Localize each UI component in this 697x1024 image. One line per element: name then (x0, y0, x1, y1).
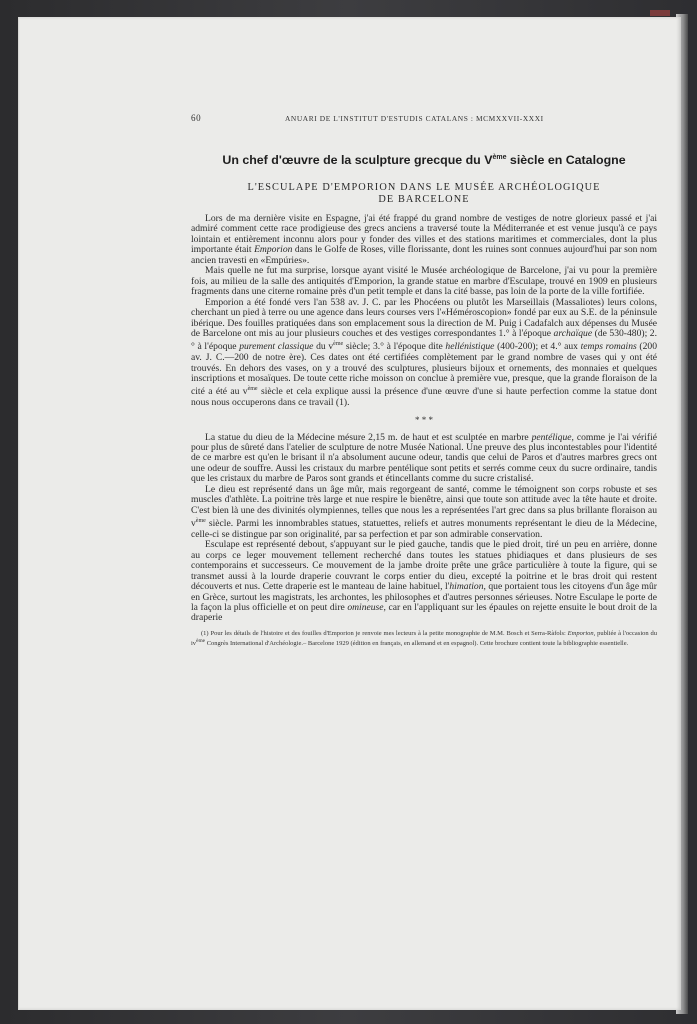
binding-mark (650, 10, 670, 16)
page-number: 60 (191, 113, 202, 123)
paragraph-3-italic-4: temps romains (580, 341, 637, 353)
paragraph-3-superscript-1: ème (333, 341, 344, 348)
paragraph-1-text-end: dans le Golfe de Roses, ville florissante, dont les ruines sont connues aujourd'hui par son nom ancien travesti en «Empúries». (191, 244, 657, 266)
paragraph-3 (191, 298, 657, 409)
paragraph-2: Mais quelle ne fut ma surprise, lorsque ayant visité le Musée archéologique de Barcelone, j'ai vu pour la première fois, au milieu de la salle des antiquités d'Emporion, la grande statue en marbre d'Esculape, trouvé en 1909 en plusieurs fragments dans une citerne romaine près d'un petit temple et dans la cité basse, pas loin de la porte de la ville fortifiée. (191, 265, 657, 298)
paragraph-3-text-g: siècle et cela explique aussi la présence d'une œuvre d'une si haute perfection comme la statue dont nous nous occuperons dans ce travail (1). (191, 386, 658, 409)
paragraph-4-text-a: La statue du dieu de la Médecine mésure 2,15 m. de haut et est sculptée en marbre (205, 431, 532, 443)
title-text-end: siècle en Catalogne (506, 153, 626, 167)
article-body (191, 214, 657, 624)
footnote-1 (191, 630, 657, 648)
article-title (191, 153, 657, 167)
footnote (191, 630, 657, 648)
book-page (18, 17, 681, 1010)
paragraph-4-italic: pentélique (531, 431, 572, 443)
paragraph-3-italic-1: archaïque (553, 327, 593, 339)
paragraph-3-text-d: siècle; 3.° à l'époque dite (343, 341, 446, 353)
page-content (191, 113, 657, 647)
paragraph-6-text-a: Esculape est représenté debout, s'appuyant sur le pied gauche, tandis que le pied droit, tiré un peu en arrière, donne au corps ce leger mouvement tellement recherché dans toutes les statues phidiaques et dans plusieurs de ses contemporains et successeurs. Ce mouvement de la jambe droite prête une grâce particulière à toute la figure, qui se transmet aussi à la lourde draperie couvrant le corps entier du dieu, excepté la poitrine et le bras droit qui restent découverts et nus. Cette draperie est le manteau de laine habituel, l' (191, 539, 657, 593)
paragraph-3-text-f: (200 av. J. C.—200 de notre ère). Ces dates ont été certifiées complètement par le grand nombre de vases qui y ont été trouvés. En dehors des vases, on y a trouvé des sculptures, plusieurs bijoux et ornements, des monnaies et quelques inscriptions et mosaïques. De toute cette riche moisson on conclue à première vue, presque, que la grande floraison de la cité a été au v (191, 341, 657, 398)
running-head (191, 113, 657, 125)
footnote-text-a: (1) Pour les détails de l'histoire et des fouilles d'Emporion je renvoie mes lecteurs à la petite monographie de M.M. Bosch et Serra-Ràfols: (201, 629, 568, 637)
title-superscript: ème (492, 153, 507, 161)
paragraph-3-text-a: Emporion a été fondé vers l'an 538 av. J. C. par les Phocéens ou plutôt les Marseillais (Massaliotes) leurs colons, cherchant un pied à terre ou une agence dans leurs courses vers l'«Héméroscopion» fondé par eux au S.E. de la péninsule ibérique. Des fouilles pratiquées dans son emplacement sous la direction de M. Puig i Cadafalch aux dépenses du Musée de Barcelone ont mis au jour plusieurs couches et des vestiges correspondantes 1.° à l'époque (191, 296, 657, 339)
paragraph-3-italic-2: purement classique (239, 341, 314, 353)
paragraph-3-superscript-2: ème (247, 386, 258, 393)
paragraph-6 (191, 540, 657, 624)
paragraph-3-italic-3: hellénistique (445, 341, 495, 353)
paragraph-5-superscript: ème (195, 518, 206, 525)
paragraph-4-text-b: , comme je l'ai vérifié pour plus de sûreté dans l'atelier de sculpture de notre Musée National. Une preuve des plus incontestables pour l'identité de ce marbre est qu'en le brisant il n'a absolument aucune odeur, tandis que celui de Paros et d'autres marbres grecs ont une odeur de souffre. Aussi les cristaux du marbre pentélique sont petits et serrés comme ceux du sucre ordinaire, tandis que les cristaux du marbre de Paros sont grands et étincellants comme du sucre cristalisé. (191, 431, 657, 485)
paragraph-6-text-b: , que portaient tous les citoyens d'un âge mûr en Grèce, surtout les magistrats, les archontes, les philosophes et d'autres personnes sérieuses. Notre Esculape le porte de la façon la plus officielle et on peut dire (191, 581, 658, 613)
paragraph-6-italic-2: omineuse (347, 601, 384, 613)
footnote-text-c: Congrès International d'Archéologie.– Barcelone 1929 (édition en français, en allemand et en espagnol). Cette brochure contient toute la bibliographie essentielle. (205, 639, 629, 647)
footnote-italic: Emporion (567, 629, 594, 637)
journal-name: ANUARI DE L'INSTITUT D'ESTUDIS CATALANS : MCMXXVII-XXXI (285, 114, 544, 123)
footnote-text-b: , publiée à l'occasion du iv (191, 629, 658, 647)
paragraph-4 (191, 433, 657, 485)
paragraph-6-italic-1: himation (449, 581, 484, 593)
paragraph-1-italic: Emporion (254, 244, 293, 256)
paragraph-5-text-a: Le dieu est représenté dans un âge mûr, mais regorgeant de santé, comme le témoignent son corps robuste et ses muscles d'athlète. La poitrine très large et nue respire le bienêtre, ainsi que toute son attitude avec la tête haute et droite. C'est bien là une des divinités olympiennes, telles que nous les a représentées l'art grec dans sa plus brillante floraison au v (191, 483, 657, 530)
paragraph-3-text-c: du v (313, 341, 334, 353)
paragraph-1-text: Lors de ma dernière visite en Espagne, j'ai été frappé du grand nombre de vestiges de notre glorieux passé et j'ai admiré comment cette race prodigieuse des grecs anciens a traversé toute la Méditerranée et est venue jusqu'à ce pays lointain et entièrement inconnu alors pour y fonder des villes et des stations maritimes et commerciales, dont la plus importante était (191, 213, 657, 256)
footnote-superscript: ème (196, 637, 206, 644)
paragraph-3-text-e: (400-200); et 4.° aux (494, 341, 581, 353)
subtitle-line-2: DE BARCELONE (378, 194, 470, 205)
section-separator: * * * (415, 414, 433, 425)
paragraph-5 (191, 485, 657, 540)
article-subtitle (191, 182, 657, 206)
title-text: Un chef d'œuvre de la sculpture grecque du V (222, 153, 493, 167)
paragraph-1 (191, 214, 657, 266)
subtitle-line-1: L'ESCULAPE D'EMPORION DANS LE MUSÉE ARCHÉOLOGIQUE (247, 182, 601, 193)
paragraph-5-text-b: siècle. Parmi les innombrables statues, statuettes, reliefs et autres monuments représentant le dieu de la Médecine, celle-ci se distingue par son originalité, par sa perfection et par son admirable conservation. (191, 518, 657, 540)
paragraph-3-text-b: (de 530-480); 2.° à l'époque (191, 327, 657, 353)
paragraph-6-text-c: , car en l'appliquant sur les épaules on rejette ensuite le bout droit de la draperie (191, 601, 657, 624)
